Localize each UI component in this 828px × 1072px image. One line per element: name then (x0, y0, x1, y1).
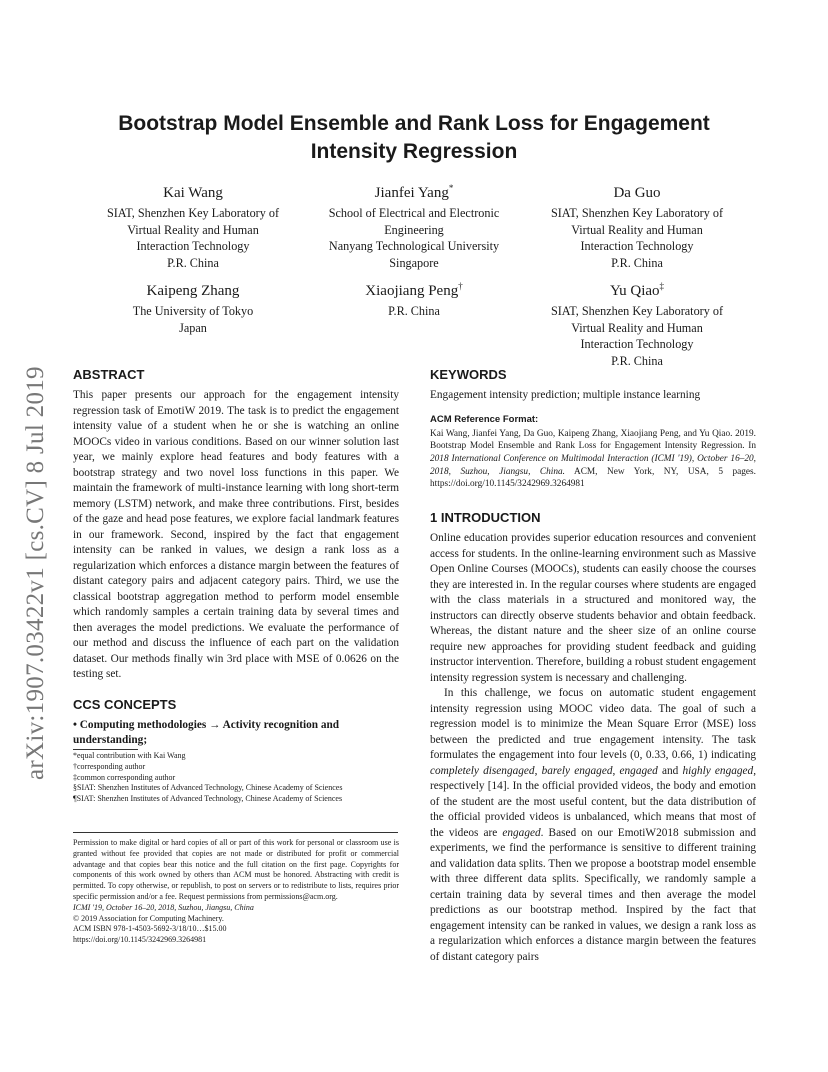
author-block (299, 178, 529, 271)
author-affiliation-line: SIAT, Shenzhen Key Laboratory of (106, 206, 280, 220)
author-block (78, 178, 308, 271)
permission-block (73, 838, 399, 946)
author-affiliation-line: Nanyang Technological University (328, 239, 500, 253)
author-affiliation-line: Japan (179, 320, 207, 335)
left-column (73, 366, 399, 749)
copyright-notice: © 2019 Association for Computing Machinery. (73, 913, 224, 923)
keywords-heading: KEYWORDS (430, 367, 507, 382)
doi: https://doi.org/10.1145/3242969.3264981 (73, 935, 207, 945)
conference-venue: ICMI '19, October 16–20, 2018, Suzhou, Jiangsu, China (73, 902, 254, 912)
acm-reference-heading: ACM Reference Format: (430, 413, 539, 425)
author-affiliation-line: Engineering (384, 222, 444, 237)
author-affiliation-line: SIAT, Shenzhen Key Laboratory of (550, 304, 724, 318)
author-affiliation-line: School of Electrical and Electronic (328, 206, 500, 220)
author-affiliation-line: Interaction Technology (580, 239, 694, 253)
acm-reference-text: Kai Wang, Jianfei Yang, Da Guo, Kaipeng Zhang, Xiaojiang Peng, and Yu Qiao. 2019. Bootstrap Model Ensemble and Rank Loss for Engagement Intensity Regression. In 2018 International Conference on Multimodal Interaction (ICMI '19), October 16–20, 2018, Suzhou, Jiangsu, China. ACM, New York, NY, USA, 5 pages. https://doi.org/10.1145/3242969.3264981 (430, 428, 756, 490)
ccs-heading: CCS CONCEPTS (73, 696, 177, 712)
footnote: *equal contribution with Kai Wang (73, 751, 186, 760)
right-column (430, 366, 756, 965)
author-block (522, 276, 752, 369)
keywords-text: Engagement intensity prediction; multiple instance learning (430, 389, 701, 401)
paper-title: Bootstrap Model Ensemble and Rank Loss for Engagement Intensity Regression (118, 112, 710, 163)
footnote: †corresponding author (73, 761, 146, 771)
author-affiliation-line: Virtual Reality and Human (571, 320, 703, 335)
footnote: ¶SIAT: Shenzhen Institutes of Advanced Technology, Chinese Academy of Sciences (73, 794, 343, 804)
author-affiliation-line: Virtual Reality and Human (127, 222, 259, 237)
author-affiliation-line: P.R. China (611, 255, 663, 270)
footnotes (73, 751, 403, 805)
isbn: ACM ISBN 978-1-4503-5692-3/18/10…$15.00 (73, 924, 227, 934)
footnote-rule (73, 749, 138, 750)
abstract-heading: ABSTRACT (73, 367, 145, 382)
author-name: Kaipeng Zhang (146, 283, 240, 299)
introduction-paragraph: In this challenge, we focus on automatic student engagement intensity regression using MOOC video data. The goal of such a regression model is to minimize the Mean Square Error (MSE) loss between the predicted and true engagement intensity. The task formulates the engagement into four levels (0, 0.33, 0.66, 1) indicating completely disengaged, barely engaged, engaged and highly engaged, respectively [14]. In the official provided videos, the body and emotion of the student are the most useful content, but the data distribution of the official provided videos is unbalanced, which means that most of the videos are engaged. Based on our EmotiW2018 submission and experiments, we find the performance is sensitive to different training and validation data splits. Then we propose a bootstrap model ensemble with three different data splits. Specifically, we randomly sample a certain training data by several times and then average the model predictions as our bootstrap method. Inspired by the fact that engagement intensity can be ranked in values, we design a rank loss as a regularization which enforces a distance margin between the features of distant category pairs (430, 687, 757, 963)
abstract-text: This paper presents our approach for the engagement intensity regression task of EmotiW 2019. The task is to predict the engagement intensity value of a student when he or she is watching an online MOOCs video in various conditions. Based on our winner solution last year, we mainly explore head features and body features with a bootstrap strategy and two novel loss functions in this paper. We maintain the framework of multi-instance learning with long short-term memory (LSTM) network, and make three contributions. First, besides of the gaze and head pose features, we explore facial landmark features in our framework. Second, inspired by the fact that engagement intensity can be ranked in values, we design a rank loss as a regularization which enforces a distance margin between the features of distant category pairs and adjacent category pairs. Third, we use the classical bootstrap aggregation method to perform model ensemble which randomly samples a certain training data by several times and then averages the model predictions. We evaluate the performance of our method and discuss the influence of each part on the validation dataset. Our methods finally win 3rd place with MSE of 0.0626 on the testing set. (73, 389, 399, 680)
footnote: §SIAT: Shenzhen Institutes of Advanced Technology, Chinese Academy of Sciences (73, 783, 343, 793)
author-affiliation-line: SIAT, Shenzhen Key Laboratory of (550, 206, 724, 220)
author-affiliation-line: Interaction Technology (136, 239, 250, 253)
author-affiliation-line: The University of Tokyo (132, 304, 254, 318)
permission-rule (73, 832, 398, 833)
author-affiliation-line: Interaction Technology (580, 337, 694, 351)
author-block (522, 178, 752, 271)
author-affiliation-line: Singapore (389, 255, 439, 270)
introduction-heading: 1 INTRODUCTION (430, 510, 541, 526)
introduction-paragraph: Online education provides superior education resources and convenient access for students. In the online-learning environment such as Massive Open Online Courses (MOOCs), students can easily choose the courses they are interested in. In the regular courses where students are engaged with the class materials in a structured and monitored way, the instructors can directly observe students behavior and obtain feedback. Whereas, the distant nature and the sheer size of an online course require new approaches for providing student feedback and guiding instructor intervention. Therefore, building a robust student engagement intensity regression system is necessary and challenging. (430, 532, 756, 684)
footnote: ‡common corresponding author (73, 772, 176, 782)
author-affiliation-line: Virtual Reality and Human (571, 222, 703, 237)
author-block (78, 276, 308, 336)
author-name: Jianfei Yang* (374, 183, 454, 201)
arxiv-stamp: arXiv:1907.03422v1 [cs.CV] 8 Jul 2019 (22, 366, 49, 780)
author-name: Xiaojiang Peng† (365, 281, 463, 299)
author-name: Yu Qiao‡ (609, 281, 665, 299)
ccs-concepts: • Computing methodologies → Activity recognition and understanding; (73, 718, 340, 746)
author-name: Kai Wang (163, 185, 223, 201)
permission-text: Permission to make digital or hard copies of all or part of this work for personal or classroom use is granted without fee provided that copies are not made or distributed for profit or commercial advantage and that copies bear this notice and the full citation on the first page. Copyrights for components of this work owned by others than ACM must be honored. Abstracting with credit is permitted. To copy otherwise, or republish, to post on servers or to redistribute to lists, requires prior specific permission and/or a fee. Request permissions from permissions@acm.org. (73, 838, 399, 901)
author-affiliation-line: P.R. China (611, 353, 663, 368)
author-name: Da Guo (613, 185, 661, 201)
author-affiliation-line: P.R. China (167, 255, 219, 270)
author-block (299, 276, 529, 320)
author-affiliation-line: P.R. China (388, 304, 440, 318)
